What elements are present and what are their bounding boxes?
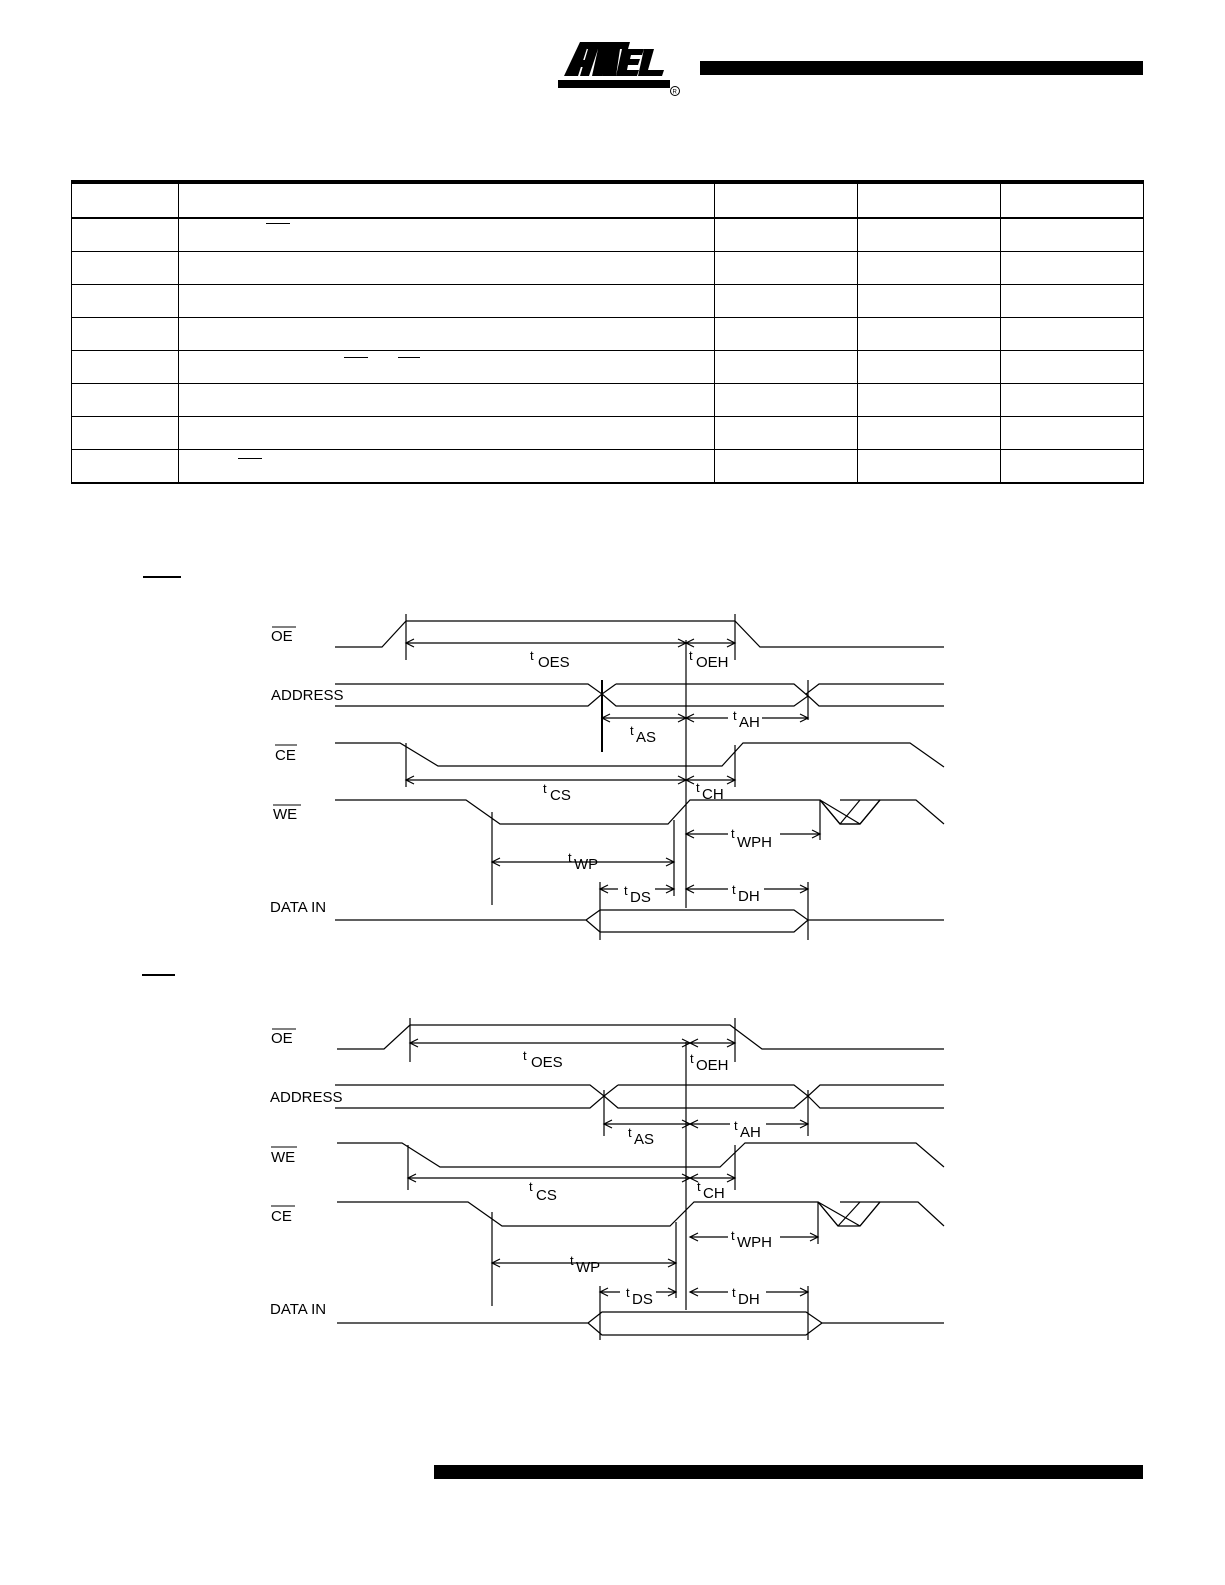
param-label: AH [740, 1124, 761, 1141]
param-label: AH [739, 714, 760, 731]
param-label: DH [738, 888, 760, 905]
param-label: DS [630, 889, 651, 906]
svg-text:t: t [529, 1179, 533, 1194]
svg-text:t: t [568, 850, 572, 865]
param-label: OEH [696, 654, 729, 671]
svg-text:t: t [530, 648, 534, 663]
svg-text:t: t [543, 781, 547, 796]
param-label: CS [550, 787, 571, 804]
param-label: CH [703, 1185, 725, 1202]
signal-label-we: WE [273, 806, 298, 823]
svg-text:t: t [734, 1118, 738, 1133]
param-label: DH [738, 1291, 760, 1308]
signal-label-oe: OE [271, 628, 293, 645]
svg-text:t: t [731, 1228, 735, 1243]
param-label: WP [574, 856, 599, 873]
signal-label-address: ADDRESS [271, 687, 344, 704]
signal-label-ce: CE [275, 747, 296, 764]
svg-text:t: t [731, 826, 735, 841]
param-label: WP [576, 1259, 601, 1276]
svg-text:t: t [733, 708, 737, 723]
svg-text:t: t [732, 1285, 736, 1300]
svg-text:t: t [696, 780, 700, 795]
param-label: OEH [696, 1057, 729, 1074]
svg-text:t: t [628, 1125, 632, 1140]
signal-label-oe: OE [271, 1030, 293, 1047]
svg-text:t: t [732, 882, 736, 897]
param-label: WPH [737, 834, 772, 851]
param-label: CS [536, 1187, 557, 1204]
param-label: AS [636, 729, 657, 746]
svg-text:t: t [690, 1051, 694, 1066]
signal-label-we: WE [271, 1149, 296, 1166]
param-label: AS [634, 1131, 655, 1148]
svg-text:t: t [570, 1253, 574, 1268]
svg-text:t: t [626, 1285, 630, 1300]
signal-label-data-in: DATA IN [270, 899, 327, 916]
param-label: DS [632, 1291, 653, 1308]
param-label: WPH [737, 1234, 772, 1251]
param-label: OES [531, 1054, 563, 1071]
signal-label-address: ADDRESS [270, 1089, 343, 1106]
svg-text:t: t [523, 1048, 527, 1063]
svg-text:R: R [672, 89, 677, 96]
param-label: CH [702, 786, 724, 803]
footer-rule [434, 1465, 1143, 1479]
param-label: OES [538, 654, 570, 671]
svg-text:t: t [689, 648, 693, 663]
signal-label-ce: CE [271, 1208, 292, 1225]
svg-text:t: t [697, 1179, 701, 1194]
signal-label-data-in: DATA IN [270, 1301, 327, 1318]
svg-text:t: t [624, 883, 628, 898]
svg-text:t: t [630, 723, 634, 738]
